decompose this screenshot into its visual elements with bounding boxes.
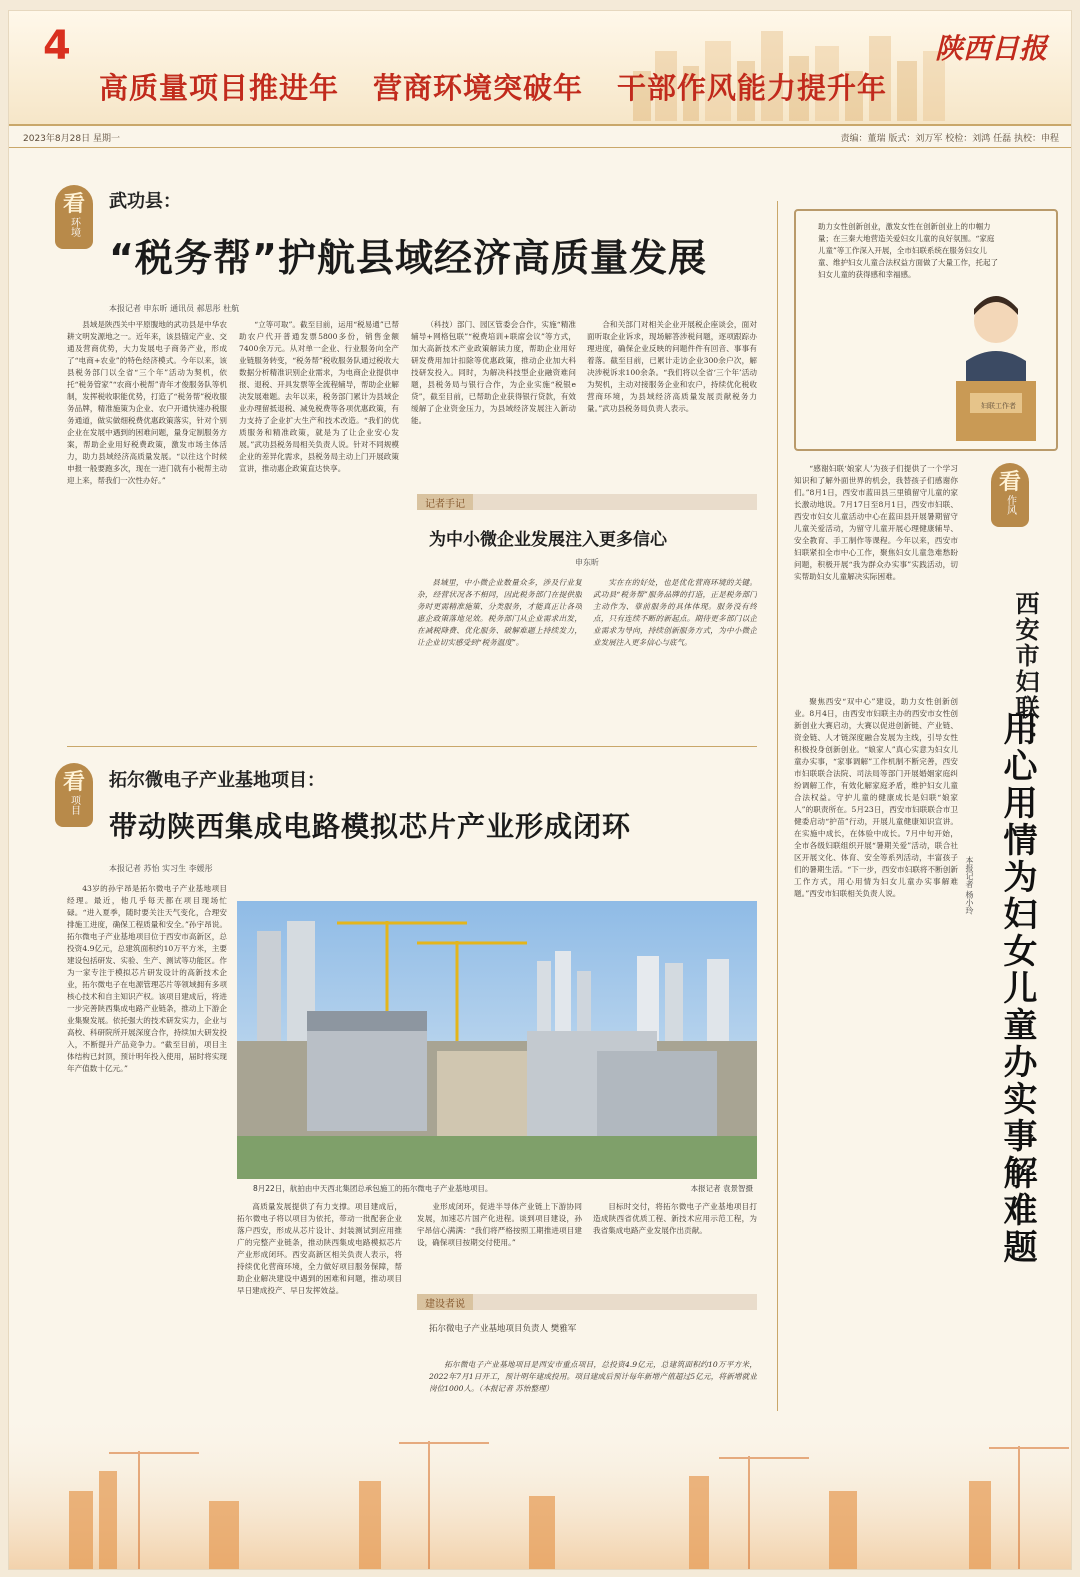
article1-column-4: [587, 319, 757, 487]
badge-label: 环境: [68, 217, 80, 237]
memo-author: 申东昕: [575, 558, 599, 567]
section-badge-environment: [55, 185, 93, 249]
builder-speaker: [429, 1323, 579, 1353]
article2-text-1: 43岁的孙宇昂是拓尔微电子产业基地项目经理。最近，他几乎每天都在项目现场忙碌。“进入夏季，随时要关注天气变化，合理安排施工进度，确保工程质量和安全。”孙宇昂说。拓尔微电子产业基地项目位于西安市高新区，总投资4.9亿元，总建筑面积约10万平方米，主要建设包括研发、实验、生产、测试等功能区。作为一家专注于模拟芯片研发设计的高新技术企业，拓尔微电子在电源管理芯片等领域拥有多项核心技术和自主知识产权。该项目建成后，将进一步完善陕西集成电路产业链条，推动上下游企业集聚发展。依托强大的技术研发实力，企业与高校、科研院所开展深度合作，持续加大研发投入，不断提升产品竞争力。“截至目前，项目主体结构已封顶，预计明年投入使用，届时将实现年产值数十亿元。”: [67, 884, 227, 1073]
article3-column-2: [794, 696, 958, 1406]
article3-text-2: 聚焦西安“双中心”建设，助力女性创新创业。8月4日，由西安市妇联主办的西安市女性创新创业大赛启动，大赛以促进创新链、产业链、资金链、人才链深度融合发展为主线，引导女性积极投身创新创业。“娘家人”真心实意为妇女儿童办实事，“家事调解”工作机制不断完善，西安市妇联联合法院、司法局等部门开展婚姻家庭纠纷调解工作，有效化解家庭矛盾，维护妇女儿童合法权益。守护儿童的健康成长是妇联“娘家人”的职责所在。5月23日，西安市妇联联合市卫健委启动“护苗”行动，开展儿童健康知识宣讲。在实施中成长，在体验中成长。7月中旬开始，全市各级妇联组织开展“暑期关爱”活动，联合社区开展文化、体育、安全等系列活动，丰富孩子们的暑期生活。“下一步，西安市妇联将不断创新工作方式，用心用情为妇女儿童办实事解难题。”西安市妇联相关负责人说。: [794, 697, 958, 898]
speaker-illustration: [946, 281, 1046, 441]
quote-text: 助力女性创新创业，激发女性在创新创业上的巾帼力量；在三秦大地营造关爱妇女儿童的良好氛围。“家庭儿童”等工作深入开展，全市妇联系统在服务妇女儿童、维护妇女儿童合法权益方面做了大量工作，托起了妇女儿童的获得感和幸福感。: [818, 222, 998, 279]
slogan-row: [99, 66, 887, 107]
column-divider: [777, 201, 778, 1411]
article3-headline: 用心用情为妇女儿童办实事解难题: [997, 711, 1037, 1266]
article1-byline: 本报记者 申东昕 通讯员 郝思彤 杜航: [109, 304, 240, 313]
memo-text-1: 县域里，中小微企业数量众多，涉及行业复杂，经营状况各不相同，因此税务部门在提供服务时更需精准施策、分类服务，才能真正让各项惠企政策落地见效。税务部门从企业需求出发，在减税降费、优化服务、破解难题上持续发力，让企业切实感受到“税务温度”。: [417, 578, 582, 647]
bottom-decoration: [9, 1411, 1072, 1570]
masthead: [9, 11, 1072, 126]
slogan-3: 干部作风能力提升年: [617, 71, 888, 105]
memo-column-2: [593, 577, 757, 707]
quote-box: [794, 209, 1058, 451]
article1-text-2: “立等可取”。截至目前，运用“税易通”已帮助农户代开普通发票5800多份，销售金额7400余万元。从对单一企业、行业服务向全产业链服务转变，“税务帮”税收服务队通过税收大数据分析精准识别企业需求，为电商企业提供申报、退税、开具发票等全流程辅导，帮助企业解决发展难题。去年以来，税务部门累计为县域企业办理留抵退税、减免税费等各项优惠政策，有力支持了企业扩大生产和技术改造。“我们的优质服务和精准政策，就是为了让企业安心发展。”武功县税务局相关负责人说。针对不同规模企业的差异化需求，县税务局主动上门开展政策宣讲，推动惠企政策直达快享。: [239, 320, 399, 473]
slogan-2: 营商环境突破年: [373, 71, 584, 105]
article2-column-2: [237, 1201, 402, 1401]
builder-quote: [429, 1359, 757, 1407]
article2-column-3: [417, 1201, 582, 1281]
builder-tag: 建设者说: [417, 1294, 473, 1310]
article3-text-1: “感谢妇联‘娘家人’为孩子们提供了一个学习知识和了解外面世界的机会，我替孩子们感谢你们。”8月1日，西安市蓝田县三里镇留守儿童的家长激动地说。7月17日至8月1日，西安市妇联、西安市妇女儿童活动中心在蓝田县开展暑期留守儿童关爱活动，为留守儿童开展心理健康辅导、安全教育、手工制作等课程。今年以来，西安市妇联紧扣全市中心工作，聚焦妇女儿童急难愁盼问题，积极开展“我为群众办实事”实践活动，切实帮助妇女儿童解决实际困难。: [794, 464, 958, 581]
slogan-1: 高质量项目推进年: [99, 71, 340, 105]
article1-column-2: [239, 319, 399, 659]
memo-tag: 记者手记: [417, 494, 473, 510]
article1-text-4: 合和关部门对相关企业开展税企座谈会，面对面听取企业诉求，现场解答涉税问题，逐项跟踪办理进度，确保企业反映的问题件件有回音、事事有着落。截至目前，已累计走访企业300余户次，解决涉税诉求100余条。“我们将以全省‘三个年’活动为契机，主动对接服务企业和农户，持续优化税收营商环境，为县域经济高质量发展贡献税务力量。”武功县税务局负责人表示。: [587, 320, 757, 413]
article2-text-3: 业形成闭环，促进半导体产业链上下游协同发展，加速芯片国产化进程。谈到项目建设，孙宇昂信心满满：“我们将严格按照工期推进项目建设，确保项目按期交付使用。”: [417, 1202, 582, 1247]
memo-column-1: [417, 577, 582, 707]
article2-column-4: [593, 1201, 757, 1281]
caption-text: 8月22日，航拍由中天西北集团总承包施工的拓尔微电子产业基地项目。: [253, 1184, 493, 1193]
article1-text-1: 县域是陕西关中平原腹地的武功县是中华农耕文明发源地之一。近年来，该县锚定产业、交通及营商优势，大力发展电子商务产业，形成了“电商+农业”的特色经济模式。今年以来，该县税务部门以全省“三个年”活动为契机，依托“税务管家”“农商小税帮”青年才俊服务队等机制，发挥税收职能优势，打造了“税务帮”税收服务品牌，精准施策为企业、农户开通快速办税服务通道，做实做细税费优惠政策落实，针对个别企业在发展中遇到的困难问题，量身定制服务方案，帮助企业用好税费政策，激发市场主体活力，助力县域经济高质量发展。“以往这个时候申报一般要跑多次，现在一进门就有小税帮主动迎上来，帮我们一次性办好。”: [67, 320, 227, 485]
memo-title: 为中小微企业发展注入更多信心: [429, 530, 667, 550]
badge-label: 项目: [68, 795, 80, 815]
article1-kicker: 武功县：: [109, 191, 181, 212]
article2-text-4: 目标时交付，将拓尔微电子产业基地项目打造成陕西省优质工程、新技术应用示范工程，为我省集成电路产业发展作出贡献。: [593, 1202, 757, 1235]
section-badge-style: [991, 463, 1029, 527]
article1-column-1: [67, 319, 227, 659]
newspaper-logo: 陕西日报: [934, 32, 1047, 65]
article3-column-1: [794, 463, 958, 688]
newspaper-page: [8, 10, 1072, 1570]
article1-text-3: （科技）部门、园区管委会合作，实施“精准辅导+网格包联”“税费培训+联席会议”等方式，加大高新技术产业政策解读力度，帮助企业用好研发费用加计扣除等优惠政策，推动企业加大科技研发投入。同时，为解决科技型企业融资难问题，县税务局与银行合作，为企业实施“税银e贷”，截至目前，已帮助企业获得银行贷款，有效缓解了企业资金压力，为县域经济发展注入新动能。: [411, 320, 576, 425]
section-badge-project: [55, 763, 93, 827]
aerial-photo-illustration: [237, 901, 757, 1179]
figure-label: 妇联工作者: [981, 402, 1016, 410]
photo-caption: [253, 1183, 753, 1194]
photo-credit: 本报记者 袁景智摄: [690, 1184, 753, 1193]
article2-headline: 带动陕西集成电路模拟芯片产业形成闭环: [109, 810, 632, 843]
badge-char: 看: [998, 469, 1021, 495]
article2-kicker: 拓尔微电子产业基地项目：: [109, 770, 325, 791]
builder-quote-text: 拓尔微电子产业基地项目是西安市重点项目，总投资4.9亿元，总建筑面积约10万平方米，2022年7月1日开工，预计明年建成投用。项目建成后预计每年新增产值超过5亿元，将新增就业岗位1000人。（本报记者 苏怡整理）: [429, 1360, 757, 1393]
article2-column-1: [67, 883, 227, 1403]
article2-text-2: 高质量发展提供了有力支撑。项目建成后，拓尔微电子将以项目为依托，带动一批配套企业落户西安，形成从芯片设计、封装测试到应用推广的完整产业链条，推动陕西集成电路模拟芯片产业形成闭环。西安高新区相关负责人表示，将持续优化营商环境，全力做好项目服务保障，帮助企业解决建设中遇到的困难和问题，推动项目早日建成投产、早日发挥效益。: [237, 1202, 402, 1295]
article3-byline: 本报记者 杨小玲: [965, 856, 974, 915]
article1-column-3: [411, 319, 576, 487]
dateline: [9, 126, 1072, 148]
construction-site-photo: [237, 901, 757, 1179]
badge-label: 作风: [1004, 495, 1016, 515]
issue-date: 2023年8月28日 星期一: [23, 134, 120, 144]
editor-credits: 责编：董瑞 版式：刘万军 校检：刘鸿 任磊 执校：申程: [840, 134, 1059, 144]
badge-char: 看: [62, 191, 85, 217]
section-divider: [67, 746, 757, 747]
badge-char: 看: [62, 769, 85, 795]
article2-byline: 本报记者 苏怡 实习生 李媛彤: [109, 864, 213, 873]
builder-speaker-text: 拓尔微电子产业基地项目负责人 樊雅军: [429, 1324, 577, 1334]
article3-org-text: 西安市妇联：: [1011, 591, 1039, 747]
article1-headline: “税务帮”护航县域经济高质量发展: [109, 236, 707, 280]
memo-text-2: 实在在的好处，也是优化营商环境的关键。武功县“税务帮”服务品牌的打造，正是税务部门主动作为、靠前服务的具体体现。服务没有终点，只有连续不断的新起点。期待更多部门以企业需求为导向，持续创新服务方式，为中小微企业发展注入更多信心与底气。: [593, 578, 757, 647]
page-number: 4: [43, 23, 71, 69]
